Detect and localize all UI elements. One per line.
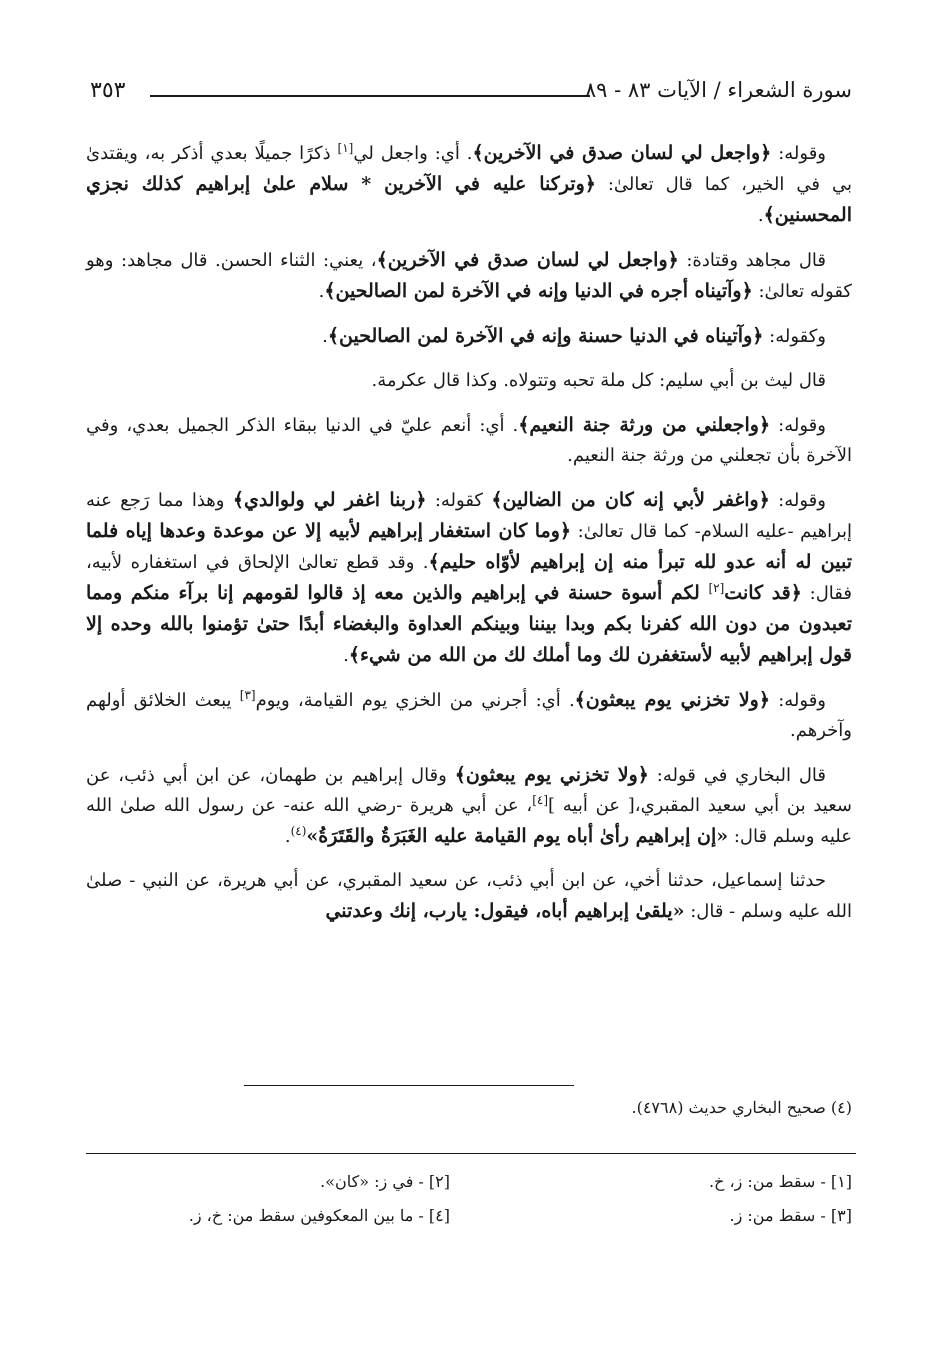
paragraph-text: وقال إبراهيم بن طهمان، عن ابن أبي ذئب، عن سعيد بن أبي سعيد المقبري،[ عن أبيه ] xyxy=(86,765,852,816)
footnote-marker: (٤) xyxy=(290,824,307,838)
paragraph-text: ، عن أبي هريرة -رضي الله عنه- عن رسول الله صلىٰ الله عليه وسلم قال: xyxy=(86,795,852,847)
paragraph xyxy=(86,685,852,746)
quran-quote: «إن إبراهيم رأىٰ أباه يوم القيامة عليه الغَبَرَةُ والقَتَرَةُ» xyxy=(306,825,729,847)
paragraph xyxy=(86,410,852,471)
quran-quote: ﴿وآتيناه أجره في الدنيا وإنه في الآخرة لمن الصالحين﴾ xyxy=(324,280,753,302)
footnote-marker: [٢] xyxy=(708,581,725,595)
paragraph xyxy=(86,366,852,396)
paragraph-text: كقوله: xyxy=(426,490,492,511)
paragraph-text: . xyxy=(757,205,764,226)
quran-quote: «يلقىٰ إبراهيم أباه، فيقول: يارب، إنك وعدتني xyxy=(325,900,685,922)
paragraph-text: . أي: واجعل لي xyxy=(353,143,473,164)
paragraph xyxy=(86,321,852,352)
paragraph-text: وهذا مما رَجع عنه إبراهيم -عليه السلام- كما قال تعالىٰ: xyxy=(86,490,853,542)
page-number: ٣٥٣ xyxy=(90,78,126,103)
quran-quote: ﴿قد كانت xyxy=(724,582,802,604)
quran-quote: ﴿واجعل لي لسان صدق في الآخرين﴾ xyxy=(376,249,679,271)
paragraph xyxy=(86,760,852,852)
paragraph-text: قال ليث بن أبي سليم: كل ملة تحبه وتتولاه. وكذا قال عكرمة. xyxy=(371,370,826,391)
paragraph-text: . xyxy=(284,826,291,847)
paragraph xyxy=(86,866,852,927)
footnote-2: [٢] - في ز: «كان». xyxy=(320,1172,450,1191)
paragraph-text: حدثنا إسماعيل، حدثنا أخي، عن ابن أبي ذئب، عن سعيد المقبري، عن أبي هريرة، عن النبي - صلىٰ الله عليه وسلم - قال: xyxy=(86,870,852,922)
quran-quote: ﴿وما كان استغفار إبراهيم لأبيه إلا عن موعدة وعدها إياه فلما تبين له أنه عدو لله تبرأ منه إن إبراهيم لأوّاه حليم﴾ xyxy=(86,520,852,573)
paragraph-text: ذكرًا جميلًا بعدي أذكر به، ويقتدىٰ بي في الخير، كما قال تعالىٰ: xyxy=(86,143,852,195)
quran-quote: ﴿وتركنا عليه في الآخرين * سلام علىٰ إبراهيم كذلك نجزي المحسنين﴾ xyxy=(86,173,852,226)
quran-quote: ﴿ولا تخزني يوم يبعثون﴾ xyxy=(574,689,770,711)
paragraph-text: . أي: أنعم عليّ في الدنيا ببقاء الذكر الجميل بعدي، وفي الآخرة بأن تجعلني من ورثة جنة النعيم. xyxy=(86,415,852,466)
paragraph xyxy=(86,245,852,307)
quran-quote: ﴿واجعلني من ورثة جنة النعيم﴾ xyxy=(518,414,771,436)
quran-quote: ﴿ولا تخزني يوم يبعثون﴾ xyxy=(454,764,649,786)
paragraph-text: وقوله: xyxy=(769,690,826,711)
paragraph-text: وكقوله: xyxy=(763,326,826,347)
footnote-4: [٤] - ما بين المعكوفين سقط من: خ، ز. xyxy=(188,1206,450,1225)
paragraph-text: . وقد قطع تعالىٰ الإلحاق في استغفاره لأبيه، فقال: xyxy=(86,552,852,604)
paragraph-text: . أي: أجرني من الخزي يوم القيامة، ويوم xyxy=(255,690,575,711)
footnote-source: (٤) صحيح البخاري حديث (٤٧٦٨). xyxy=(631,1098,852,1117)
quran-quote: ﴿ربنا اغفر لي ولوالدي﴾ xyxy=(232,489,427,511)
paragraph xyxy=(86,138,852,231)
paragraph-text: قال مجاهد وقتادة: xyxy=(678,250,827,271)
paragraph-text: . xyxy=(318,281,325,302)
quran-quote: ﴿واغفر لأبي إنه كان من الضالين﴾ xyxy=(491,489,770,511)
paragraph xyxy=(86,485,852,671)
footnote-marker: [٤] xyxy=(532,793,549,807)
footnote-marker: [٣] xyxy=(239,688,256,702)
footnote-separator-variants xyxy=(86,1153,856,1154)
paragraph-text: . xyxy=(322,326,328,347)
footnote-1: [١] - سقط من: ز، خ. xyxy=(708,1172,852,1191)
quran-quote: ﴿وآتيناه في الدنيا حسنة وإنه في الآخرة لمن الصالحين﴾ xyxy=(327,325,764,347)
page-body xyxy=(86,138,852,941)
footnote-3: [٣] - سقط من: ز. xyxy=(729,1206,852,1225)
page-header xyxy=(90,78,852,112)
paragraph-text: . xyxy=(343,645,349,666)
paragraph-text: ، يعني: الثناء الحسن. قال مجاهد: وهو كقوله تعالىٰ: xyxy=(86,250,852,302)
paragraph-text: وقوله: xyxy=(770,415,826,436)
quran-quote: ﴿واجعل لي لسان صدق في الآخرين﴾ xyxy=(472,142,772,164)
paragraph-text: وقوله: xyxy=(771,143,827,164)
paragraph-text: وقوله: xyxy=(769,490,826,511)
quran-quote: لكم أسوة حسنة في إبراهيم والذين معه إذ قالوا لقومهم إنا برآء منكم ومما تعبدون من دون الله كفرنا بكم وبدا بيننا وبينكم العداوة والبغضاء أبدًا حتىٰ تؤمنوا بالله وحده إلا قول إبراهيم لأبيه لأستغفرن لك وما أملك لك من الله من شيء﴾ xyxy=(86,582,852,666)
footnote-separator xyxy=(244,1085,574,1086)
header-rule xyxy=(150,95,590,97)
paragraph-text: قال البخاري في قوله: xyxy=(648,765,826,786)
footnote-marker: [١] xyxy=(337,141,354,155)
paragraph-text: يبعث الخلائق أولهم وآخرهم. xyxy=(86,690,852,741)
running-title: سورة الشعراء / الآيات ٨٣ - ٨٩ xyxy=(584,78,852,102)
